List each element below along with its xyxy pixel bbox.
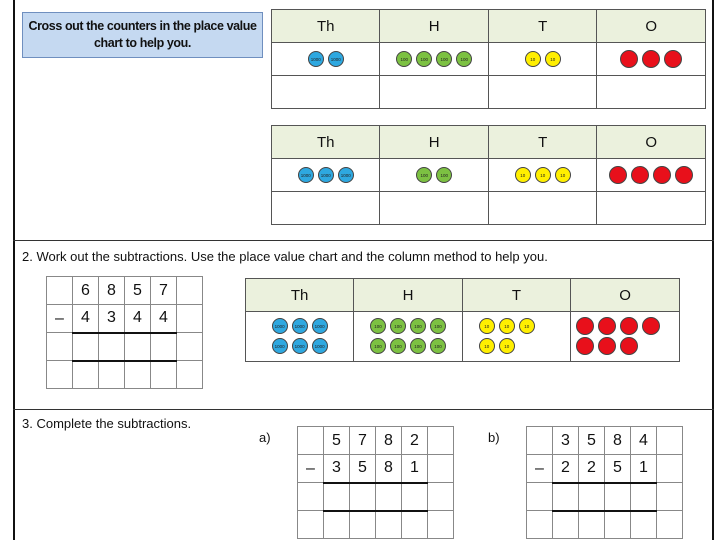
digit-cell[interactable]: 6 [73, 277, 99, 305]
answer-cell[interactable] [350, 511, 376, 539]
hundreds-counter[interactable]: 100 [436, 51, 452, 67]
column-grid-q3b [526, 426, 683, 539]
ones-counter[interactable] [576, 317, 594, 335]
answer-cell [597, 192, 706, 225]
tens-cell [488, 159, 596, 192]
answer-cell[interactable] [605, 511, 631, 539]
tens-counter[interactable]: 10 [519, 318, 535, 334]
answer-cell[interactable] [151, 361, 177, 389]
grid-cell [527, 511, 553, 539]
answer-cell[interactable] [553, 483, 579, 511]
part-a-label: a) [259, 430, 271, 445]
digit-cell[interactable]: 4 [125, 305, 151, 333]
hundreds-counter[interactable]: 100 [390, 338, 406, 354]
digit-cell[interactable]: 8 [376, 427, 402, 455]
header-hundreds: H [354, 279, 463, 312]
hundreds-counter[interactable]: 100 [370, 338, 386, 354]
digit-cell[interactable]: 2 [579, 455, 605, 483]
digit-cell[interactable]: 8 [99, 277, 125, 305]
ones-cell [597, 43, 706, 76]
thousands-counter[interactable]: 1000 [328, 51, 344, 67]
thousands-cell [272, 43, 380, 76]
grid-cell [657, 511, 683, 539]
ones-cell [597, 159, 706, 192]
place-value-chart-2 [271, 125, 706, 225]
thousands-counter[interactable]: 1000 [292, 338, 308, 354]
grid-cell [428, 427, 454, 455]
answer-cell[interactable] [99, 361, 125, 389]
answer-cell[interactable] [125, 333, 151, 361]
digit-cell[interactable]: 7 [151, 277, 177, 305]
tens-counter[interactable]: 10 [479, 318, 495, 334]
thousands-counter[interactable]: 1000 [292, 318, 308, 334]
digit-cell[interactable]: 5 [350, 455, 376, 483]
answer-cell[interactable] [151, 333, 177, 361]
ones-counter[interactable] [598, 337, 616, 355]
section-divider-2 [13, 409, 714, 410]
digit-cell[interactable]: 1 [402, 455, 428, 483]
grid-cell [298, 511, 324, 539]
answer-cell[interactable] [605, 483, 631, 511]
question-2-text: 2. Work out the subtractions. Use the place value chart and the column method to help you. [22, 249, 548, 264]
ones-counter[interactable] [642, 50, 660, 68]
grid-cell [177, 361, 203, 389]
answer-cell[interactable] [324, 483, 350, 511]
thousands-counter[interactable]: 1000 [318, 167, 334, 183]
grid-cell [177, 333, 203, 361]
header-ones: O [597, 126, 706, 159]
header-thousands: Th [272, 10, 380, 43]
answer-cell[interactable] [73, 333, 99, 361]
ones-counter[interactable] [631, 166, 649, 184]
answer-cell [597, 76, 706, 109]
answer-cell [488, 76, 596, 109]
ones-counter[interactable] [675, 166, 693, 184]
digit-cell[interactable]: 5 [605, 455, 631, 483]
ones-counter[interactable] [620, 317, 638, 335]
thousands-cell [246, 312, 354, 362]
answer-cell[interactable] [402, 483, 428, 511]
hundreds-counter[interactable]: 100 [410, 318, 426, 334]
grid-cell [298, 427, 324, 455]
grid-cell [298, 483, 324, 511]
grid-cell [47, 333, 73, 361]
question-3-text: 3. Complete the subtractions. [22, 416, 192, 431]
answer-cell [380, 76, 488, 109]
answer-cell [272, 76, 380, 109]
tens-counter[interactable]: 10 [479, 338, 495, 354]
answer-cell[interactable] [125, 361, 151, 389]
answer-cell[interactable] [631, 483, 657, 511]
grid-cell [47, 361, 73, 389]
tens-counter[interactable]: 10 [515, 167, 531, 183]
answer-cell[interactable] [631, 511, 657, 539]
answer-cell[interactable] [579, 511, 605, 539]
minus-sign: – [47, 305, 73, 333]
grid-cell [527, 427, 553, 455]
hundreds-counter[interactable]: 100 [410, 338, 426, 354]
digit-cell[interactable]: 1 [631, 455, 657, 483]
instruction-box: Cross out the counters in the place value chart to help you. [22, 12, 263, 58]
grid-cell [47, 277, 73, 305]
tens-counter[interactable]: 10 [499, 318, 515, 334]
digit-cell[interactable]: 2 [553, 455, 579, 483]
tens-cell [488, 43, 596, 76]
grid-cell [657, 483, 683, 511]
digit-cell[interactable]: 8 [605, 427, 631, 455]
header-hundreds: H [380, 126, 488, 159]
digit-cell[interactable]: 5 [579, 427, 605, 455]
page-border-right [712, 0, 714, 540]
digit-cell[interactable]: 4 [631, 427, 657, 455]
tens-counter[interactable]: 10 [555, 167, 571, 183]
hundreds-counter[interactable]: 100 [430, 338, 446, 354]
hundreds-cell [380, 43, 488, 76]
digit-cell[interactable]: 2 [402, 427, 428, 455]
answer-cell [272, 192, 380, 225]
ones-counter[interactable] [620, 337, 638, 355]
thousands-counter[interactable]: 1000 [272, 318, 288, 334]
grid-cell [657, 427, 683, 455]
hundreds-counter[interactable]: 100 [456, 51, 472, 67]
header-hundreds: H [380, 10, 488, 43]
thousands-counter[interactable]: 1000 [312, 318, 328, 334]
grid-cell [177, 305, 203, 333]
column-grid-q2 [46, 276, 203, 389]
grid-cell [657, 455, 683, 483]
ones-counter[interactable] [653, 166, 671, 184]
ones-counter[interactable] [576, 337, 594, 355]
answer-cell[interactable] [553, 511, 579, 539]
thousands-counter[interactable]: 1000 [272, 338, 288, 354]
thousands-cell [272, 159, 380, 192]
answer-cell[interactable] [376, 511, 402, 539]
page-border-left [13, 0, 15, 540]
answer-cell[interactable] [402, 511, 428, 539]
answer-cell [380, 192, 488, 225]
hundreds-counter[interactable]: 100 [430, 318, 446, 334]
header-ones: O [571, 279, 680, 312]
tens-counter[interactable]: 10 [525, 51, 541, 67]
grid-cell [428, 511, 454, 539]
section-divider-1 [13, 240, 714, 241]
place-value-chart-1 [271, 9, 706, 109]
thousands-counter[interactable]: 1000 [338, 167, 354, 183]
digit-cell[interactable]: 3 [324, 455, 350, 483]
hundreds-counter[interactable]: 100 [416, 51, 432, 67]
minus-sign: – [298, 455, 324, 483]
grid-cell [527, 483, 553, 511]
grid-cell [428, 455, 454, 483]
thousands-counter[interactable]: 1000 [298, 167, 314, 183]
answer-cell[interactable] [324, 511, 350, 539]
answer-cell[interactable] [99, 333, 125, 361]
digit-cell[interactable]: 4 [151, 305, 177, 333]
thousands-counter[interactable]: 1000 [308, 51, 324, 67]
hundreds-counter[interactable]: 100 [416, 167, 432, 183]
hundreds-counter[interactable]: 100 [436, 167, 452, 183]
header-thousands: Th [272, 126, 380, 159]
answer-cell [488, 192, 596, 225]
header-tens: T [488, 10, 596, 43]
digit-cell[interactable]: 3 [553, 427, 579, 455]
place-value-chart-3 [245, 278, 680, 362]
answer-cell[interactable] [73, 361, 99, 389]
grid-cell [177, 277, 203, 305]
ones-counter[interactable] [609, 166, 627, 184]
grid-cell [428, 483, 454, 511]
ones-counter[interactable] [664, 50, 682, 68]
part-b-label: b) [488, 430, 500, 445]
hundreds-counter[interactable]: 100 [396, 51, 412, 67]
header-thousands: Th [246, 279, 354, 312]
hundreds-counter[interactable]: 100 [390, 318, 406, 334]
tens-counter[interactable]: 10 [499, 338, 515, 354]
thousands-counter[interactable]: 1000 [312, 338, 328, 354]
tens-cell [462, 312, 570, 362]
ones-counter[interactable] [642, 317, 660, 335]
header-ones: O [597, 10, 706, 43]
header-tens: T [488, 126, 596, 159]
digit-cell[interactable]: 4 [73, 305, 99, 333]
digit-cell[interactable]: 5 [324, 427, 350, 455]
digit-cell[interactable]: 8 [376, 455, 402, 483]
ones-cell [571, 312, 680, 362]
tens-counter[interactable]: 10 [545, 51, 561, 67]
ones-counter[interactable] [620, 50, 638, 68]
hundreds-counter[interactable]: 100 [370, 318, 386, 334]
header-tens: T [462, 279, 570, 312]
answer-cell[interactable] [350, 483, 376, 511]
digit-cell[interactable]: 7 [350, 427, 376, 455]
tens-counter[interactable]: 10 [535, 167, 551, 183]
hundreds-cell [380, 159, 488, 192]
hundreds-cell [354, 312, 463, 362]
answer-cell[interactable] [376, 483, 402, 511]
digit-cell[interactable]: 3 [99, 305, 125, 333]
minus-sign: – [527, 455, 553, 483]
digit-cell[interactable]: 5 [125, 277, 151, 305]
column-grid-q3a [297, 426, 454, 539]
answer-cell[interactable] [579, 483, 605, 511]
ones-counter[interactable] [598, 317, 616, 335]
